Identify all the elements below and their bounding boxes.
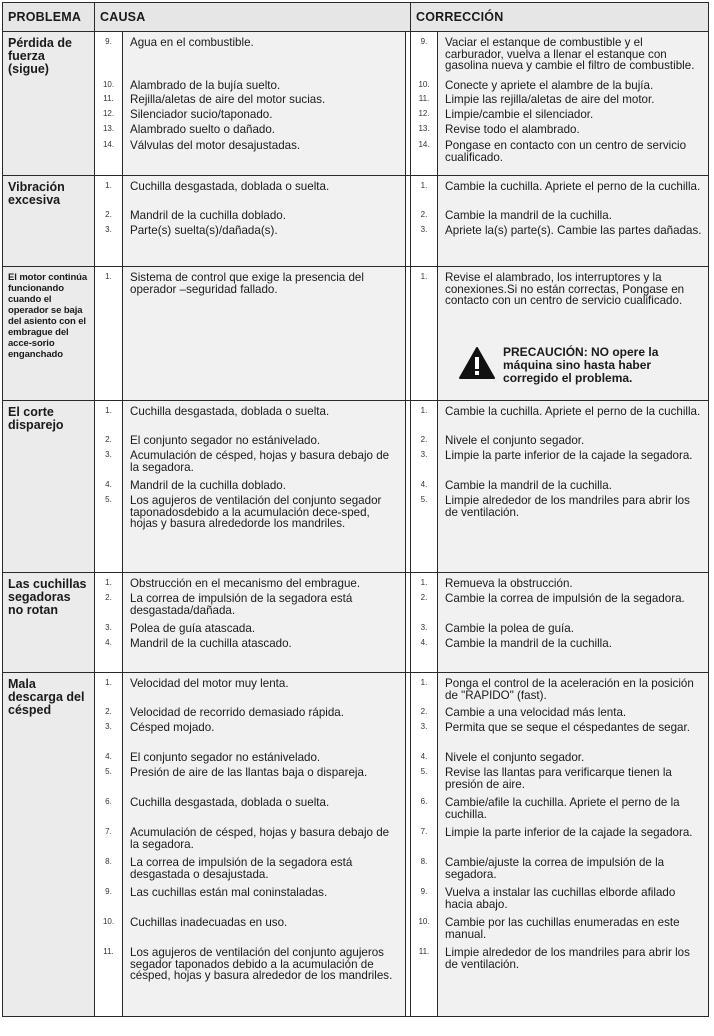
cause-item: Presión de aire de las llantas baja o dispareja.: [130, 766, 368, 779]
correction-number: 2.: [420, 707, 428, 716]
correction-item: Cambie a una velocidad más lenta.: [445, 706, 627, 719]
correction-number: 14.: [418, 140, 430, 149]
problem-cell: Pérdida de fuerza (sigue): [3, 32, 95, 176]
correction-number: 2.: [420, 435, 428, 444]
correction-cell: [438, 176, 709, 267]
cause-item: El conjunto segador no estánivelado.: [130, 751, 321, 764]
correction-item: Cambie/ajuste la correa de impulsión de la segadora.: [445, 856, 665, 881]
cause-item: Cuchillas inadecuadas en uso.: [130, 916, 288, 929]
correction-number-column: [411, 573, 438, 673]
cause-number: 7.: [105, 827, 112, 836]
cause-cell: [123, 573, 406, 673]
correction-item: Cambie la cuchilla. Apriete el perno de la cuchilla.: [445, 180, 701, 193]
correction-item: Revise las llantas para verificarque tienen la presión de aire.: [445, 766, 672, 791]
correction-number: 9.: [420, 887, 428, 896]
cause-cell: [123, 267, 406, 401]
cause-number: 11.: [103, 94, 114, 103]
cause-item: Velocidad de recorrido demasiado rápida.: [130, 706, 344, 719]
correction-number: 11.: [418, 947, 430, 956]
cause-item: Silenciador sucio/taponado.: [130, 108, 273, 121]
caution-box: [459, 346, 702, 385]
cause-number-column: [95, 673, 123, 1017]
correction-number: 7.: [420, 827, 428, 836]
cause-item: Alambrado suelto o dañado.: [130, 123, 276, 136]
correction-item: Limpie alrededor de los mandriles para abrir los de ventilación.: [445, 946, 690, 971]
correction-item: Cambie la polea de guía.: [445, 622, 574, 635]
correction-number: 1.: [420, 578, 428, 587]
cause-cell: [123, 32, 406, 176]
cause-item: Mandril de la cuchilla doblado.: [130, 209, 286, 222]
cause-item: Polea de guía atascada.: [130, 622, 256, 635]
correction-number: 6.: [420, 797, 428, 806]
cause-item: Cuchilla desgastada, doblada o suelta.: [130, 405, 330, 418]
cause-number: 10.: [102, 917, 115, 926]
correction-item: Remueva la obstrucción.: [445, 577, 573, 590]
problem-cell: El corte disparejo: [3, 401, 95, 573]
correction-item: Limpie/cambie el silenciador.: [445, 108, 594, 121]
correction-cell: [438, 573, 709, 673]
cause-item: Cuchilla desgastada, doblada o suelta.: [130, 180, 330, 193]
cause-number: 14.: [102, 140, 115, 149]
cause-number: 2.: [105, 210, 112, 219]
table-row: [3, 673, 709, 1017]
cause-cell: [123, 401, 406, 573]
correction-number: 3.: [420, 623, 428, 632]
table-body: [3, 32, 709, 1017]
warning-triangle-icon: [459, 347, 495, 384]
cause-item: El conjunto segador no estánivelado.: [130, 434, 321, 447]
correction-item: Cambie/afile la cuchilla. Apriete el perno de la cuchilla.: [445, 796, 680, 821]
cause-item: Alambrado de la bujía suelto.: [130, 79, 281, 92]
correction-item: Nivele el conjunto segador.: [445, 751, 585, 764]
troubleshooting-page: [2, 2, 708, 1031]
correction-cell: [438, 267, 709, 401]
cause-number: 5.: [105, 767, 112, 776]
cause-number: 8.: [105, 857, 112, 866]
cause-item: Velocidad del motor muy lenta.: [130, 677, 289, 690]
correction-number: 3.: [420, 450, 428, 459]
correction-item: Revise todo el alambrado.: [445, 123, 580, 136]
table-row: [3, 573, 709, 673]
header-correction: CORRECCIÓN: [411, 3, 709, 32]
caution-text: PRECAUCIÓN: NO opere la máquina sino hasta haber corregido el problema.: [503, 345, 659, 385]
correction-item: Cambie por las cuchillas enumeradas en este manual.: [445, 916, 680, 941]
cause-number: 9.: [105, 37, 112, 46]
problem-cell: El motor continúa funcionando cuando el operador se baja del asiento con el embrague del acce-sorio enganchado: [3, 267, 95, 401]
correction-number: 1.: [420, 406, 428, 415]
table-row: [3, 32, 709, 176]
correction-number: 11.: [418, 94, 430, 103]
cause-number: 2.: [105, 435, 112, 444]
cause-item: La correa de impulsión de la segadora está desgastada/dañada.: [130, 592, 353, 617]
header-cause: CAUSA: [95, 3, 411, 32]
correction-number-column: [411, 176, 438, 267]
cause-number: 6.: [105, 797, 112, 806]
cause-number: 1.: [105, 181, 112, 190]
correction-number: 4.: [420, 480, 428, 489]
cause-number: 11.: [103, 947, 114, 956]
cause-number: 1.: [105, 272, 112, 281]
correction-cell: [438, 32, 709, 176]
correction-item: Limpie la parte inferior de la cajade la segadora.: [445, 826, 693, 839]
cause-item: Las cuchillas están mal coninstaladas.: [130, 886, 328, 899]
correction-number: 4.: [420, 752, 428, 761]
problem-cell: Vibración excesiva: [3, 176, 95, 267]
correction-item: Apriete la(s) parte(s). Cambie las partes dañadas.: [445, 224, 702, 237]
problem-cell: Las cuchillas segadoras no rotan: [3, 573, 95, 673]
header-row: [3, 3, 709, 32]
cause-number: 9.: [105, 887, 112, 896]
correction-item: Pongase en contacto con un centro de servicio cualificado.: [445, 139, 687, 164]
cause-number: 4.: [105, 752, 112, 761]
problem-cell: Mala descarga del césped: [3, 673, 95, 1017]
correction-number: 3.: [420, 722, 428, 731]
cause-item: Obstrucción en el mecanismo del embrague.: [130, 577, 361, 590]
cause-number: 4.: [105, 480, 112, 489]
cause-item: Los agujeros de ventilación del conjunto agujeros segador taponados debido a la acumulación de césped, hojas y basura alrededor de los mandriles.: [130, 946, 393, 983]
cause-item: Sistema de control que exige la presencia del operador –seguridad fallado.: [130, 271, 364, 296]
table-row: [3, 267, 709, 401]
cause-item: Césped mojado.: [130, 721, 215, 734]
cause-number: 5.: [105, 495, 112, 504]
correction-item: Permita que se seque el céspedantes de segar.: [445, 721, 690, 734]
cause-number: 10.: [102, 80, 115, 89]
correction-number: 13.: [418, 124, 430, 133]
cause-item: Rejilla/aletas de aire del motor sucias.: [130, 93, 326, 106]
cause-number: 3.: [105, 623, 112, 632]
correction-number-column: [411, 32, 438, 176]
correction-item: Revise el alambrado, los interruptores y la conexiones.Si no están correctas, Pongase en contacto con un centro de servicio cualificado.: [445, 271, 685, 308]
correction-item: Limpie alrededor de los mandriles para abrir los de ventilación.: [445, 494, 690, 519]
cause-number: 1.: [105, 678, 112, 687]
correction-number: 1.: [420, 678, 428, 687]
cause-number: 2.: [105, 707, 112, 716]
correction-item: Cambie la correa de impulsión de la segadora.: [445, 592, 685, 605]
correction-number: 1.: [420, 272, 428, 281]
correction-cell: [438, 401, 709, 573]
table-row: [3, 401, 709, 573]
correction-item: Cambie la mandril de la cuchilla.: [445, 637, 612, 650]
correction-number: 5.: [420, 767, 428, 776]
header-problem: PROBLEMA: [3, 3, 95, 32]
correction-number: 12.: [418, 109, 430, 118]
cause-item: Acumulación de césped, hojas y basura debajo de la segadora.: [130, 826, 390, 851]
correction-number: 10.: [418, 80, 430, 89]
correction-number-column: [411, 401, 438, 573]
correction-number-column: [411, 673, 438, 1017]
correction-item: Cambie la mandril de la cuchilla.: [445, 479, 612, 492]
cause-cell: [123, 673, 406, 1017]
cause-item: La correa de impulsión de la segadora está desgastada o desajustada.: [130, 856, 353, 881]
correction-item: Limpie las rejilla/aletas de aire del motor.: [445, 93, 655, 106]
cause-item: Los agujeros de ventilación del conjunto segador taponadosdebido a la acumulación dece-sped, hojas y basura alrededorde los mandriles.: [130, 494, 382, 531]
correction-cell: [438, 673, 709, 1017]
correction-item: Cambie la mandril de la cuchilla.: [445, 209, 612, 222]
cause-number-column: [95, 401, 123, 573]
correction-number: 8.: [420, 857, 428, 866]
cause-number: 4.: [105, 638, 112, 647]
correction-number: 9.: [420, 37, 428, 46]
cause-item: Agua en el combustible.: [130, 36, 254, 49]
cause-item: Parte(s) suelta(s)/dañada(s).: [130, 224, 278, 237]
cause-item: Cuchilla desgastada, doblada o suelta.: [130, 796, 330, 809]
correction-number: 5.: [420, 495, 428, 504]
cause-number: 13.: [102, 124, 115, 133]
correction-number-column: [411, 267, 438, 401]
correction-item: Limpie la parte inferior de la cajade la segadora.: [445, 449, 693, 462]
cause-number: 3.: [105, 722, 112, 731]
correction-number: 3.: [420, 225, 428, 234]
correction-item: Cambie la cuchilla. Apriete el perno de la cuchilla.: [445, 405, 701, 418]
table-row: [3, 176, 709, 267]
cause-number-column: [95, 267, 123, 401]
correction-item: Ponga el control de la aceleración en la posición de "RAPIDO" (fast).: [445, 677, 694, 702]
cause-item: Acumulación de césped, hojas y basura debajo de la segadora.: [130, 449, 390, 474]
cause-number: 12.: [102, 109, 115, 118]
cause-item: Válvulas del motor desajustadas.: [130, 139, 301, 152]
troubleshooting-table: [2, 2, 709, 1017]
cause-item: Mandril de la cuchilla atascado.: [130, 637, 292, 650]
correction-number: 1.: [420, 181, 428, 190]
correction-item: Vaciar el estanque de combustible y el carburador, vuelva a llenar el estanque con gasolina nueva y cambie el filtro de combustible.: [445, 36, 695, 73]
correction-item: Nivele el conjunto segador.: [445, 434, 585, 447]
correction-item: Conecte y apriete el alambre de la bujía.: [445, 79, 654, 92]
cause-cell: [123, 176, 406, 267]
cause-number: 1.: [105, 406, 112, 415]
cause-number: 2.: [105, 593, 112, 602]
cause-number: 3.: [105, 450, 112, 459]
cause-number-column: [95, 176, 123, 267]
cause-number: 1.: [105, 578, 112, 587]
cause-item: Mandril de la cuchilla doblado.: [130, 479, 286, 492]
correction-number: 10.: [418, 917, 430, 926]
correction-item: Vuelva a instalar las cuchillas elborde afilado hacia abajo.: [445, 886, 676, 911]
cause-number-column: [95, 32, 123, 176]
cause-number-column: [95, 573, 123, 673]
correction-number: 2.: [420, 593, 428, 602]
correction-number: 4.: [420, 638, 428, 647]
cause-number: 3.: [105, 225, 112, 234]
correction-number: 2.: [420, 210, 428, 219]
